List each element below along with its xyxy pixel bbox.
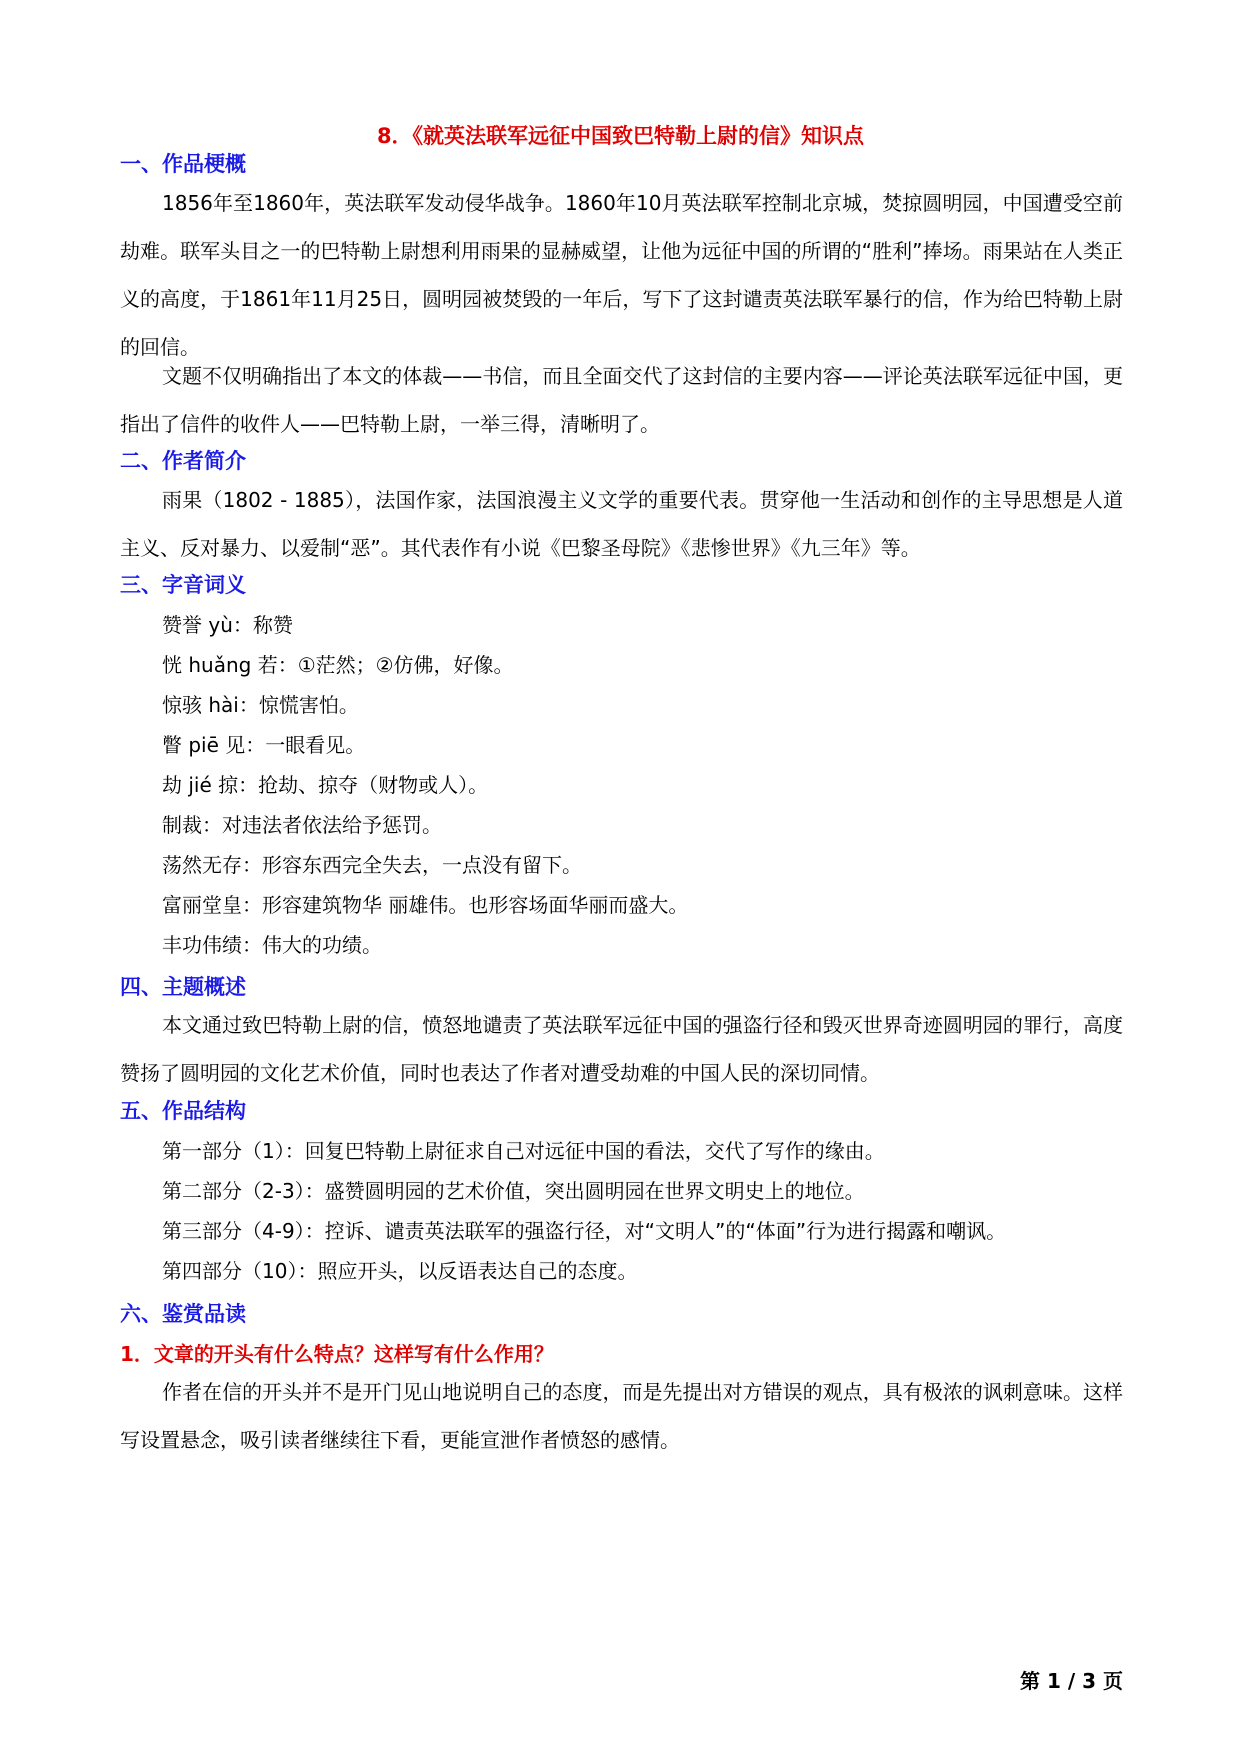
vocab-item: 丰功伟绩：伟大的功绩。 (162, 933, 382, 957)
vocab-item: 劫 jié 掠：抢劫、掠夺（财物或人）。 (162, 773, 489, 797)
answer-1: 作者在信的开头并不是开门见山地说明自己的态度，而是先提出对方错误的观点，具有极浓的讽刺意味。这样写设置悬念，吸引读者继续往下看，更能宣泄作者愤怒的感情。 (120, 1380, 1123, 1452)
vocab-item: 恍 huǎng 若：①茫然；②仿佛，好像。 (162, 653, 514, 677)
document-title: 8．《就英法联军远征中国致巴特勒上尉的信》知识点 (376, 124, 865, 148)
structure-item: 第一部分（1）：回复巴特勒上尉征求自己对远征中国的看法，交代了写作的缘由。 (162, 1139, 885, 1163)
section-heading-theme: 四、主题概述 (120, 975, 246, 999)
structure-item: 第二部分（2-3）：盛赞圆明园的艺术价值，突出圆明园在世界文明史上的地位。 (162, 1179, 865, 1203)
section-heading-structure: 五、作品结构 (120, 1099, 246, 1123)
section-heading-appreciation: 六、鉴赏品读 (120, 1302, 246, 1326)
vocab-item: 荡然无存：形容东西完全失去，一点没有留下。 (162, 853, 582, 877)
summary-paragraph-2: 文题不仅明确指出了本文的体裁——书信，而且全面交代了这封信的主要内容——评论英法联军远征中国，更指出了信件的收件人——巴特勒上尉，一举三得，清晰明了。 (120, 364, 1123, 436)
vocab-item: 赞誉 yù：称赞 (162, 613, 293, 637)
theme-paragraph: 本文通过致巴特勒上尉的信，愤怒地谴责了英法联军远征中国的强盗行径和毁灭世界奇迹圆明园的罪行，高度赞扬了圆明园的文化艺术价值，同时也表达了作者对遭受劫难的中国人民的深切同情。 (120, 1013, 1123, 1085)
summary-paragraph-1: 1856年至1860年，英法联军发动侵华战争。1860年10月英法联军控制北京城，焚掠圆明园，中国遭受空前劫难。联军头目之一的巴特勒上尉想利用雨果的显赫威望，让他为远征中国的所谓的“胜利”捧场。雨果站在人类正义的高度，于1861年11月25日，圆明园被焚毁的一年后，写下了这封谴责英法联军暴行的信，作为给巴特勒上尉的回信。 (120, 191, 1123, 359)
section-heading-summary: 一、作品梗概 (120, 152, 246, 176)
question-1: 1．文章的开头有什么特点？这样写有什么作用？ (120, 1342, 554, 1366)
vocab-item: 惊骇 hài：惊慌害怕。 (162, 693, 359, 717)
structure-item: 第四部分（10）：照应开头，以反语表达自己的态度。 (162, 1259, 638, 1283)
vocab-item: 富丽堂皇：形容建筑物华 丽雄伟。也形容场面华丽而盛大。 (162, 893, 689, 917)
section-heading-vocabulary: 三、字音词义 (120, 573, 246, 597)
structure-item: 第三部分（4-9）：控诉、谴责英法联军的强盗行径，对“文明人”的“体面”行为进行揭露和嘲讽。 (162, 1219, 1007, 1243)
page-number: 第 1 / 3 页 (1020, 1669, 1123, 1693)
vocab-item: 瞥 piē 见：一眼看见。 (162, 733, 366, 757)
author-paragraph: 雨果（1802 - 1885），法国作家，法国浪漫主义文学的重要代表。贯穿他一生活动和创作的主导思想是人道主义、反对暴力、以爱制“恶”。其代表作有小说《巴黎圣母院》《悲惨世界》《九三年》等。 (120, 488, 1123, 560)
vocab-item: 制裁：对违法者依法给予惩罚。 (162, 813, 442, 837)
section-heading-author: 二、作者简介 (120, 449, 246, 473)
